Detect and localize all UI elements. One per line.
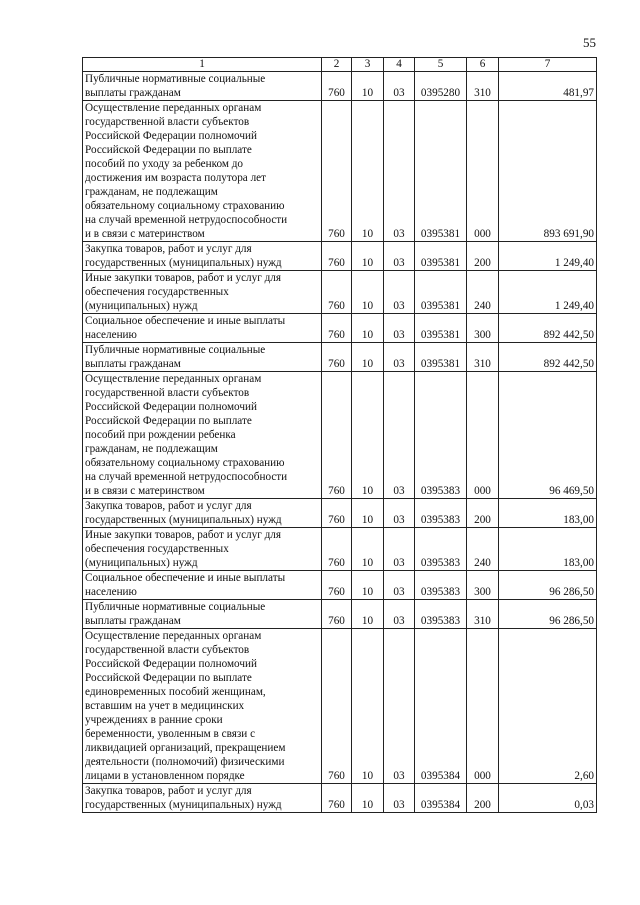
row-sum: 96 286,50 (499, 600, 597, 629)
row-code-4: 03 (384, 372, 415, 499)
row-code-5: 0395381 (415, 242, 467, 271)
row-sum: 481,97 (499, 72, 597, 101)
row-code-5: 0395381 (415, 271, 467, 314)
header-row (83, 58, 597, 72)
row-sum: 183,00 (499, 499, 597, 528)
row-code-3: 10 (352, 528, 384, 571)
table-row (83, 571, 597, 600)
row-code-6: 000 (467, 372, 499, 499)
row-name: Осуществление переданных органам государственной власти субъектов Российской Федерации полномочий Российской Федерации по выплате единовременных пособий женщинам, вставшим на учет в медицинских учреждениях в ранние сроки беременности, уволенным в связи с ликвидацией организаций, прекращением деятельности (полномочий) физическими лицами в установленном порядке (83, 629, 322, 784)
row-sum: 893 691,90 (499, 101, 597, 242)
row-code-2: 760 (322, 101, 352, 242)
row-code-5: 0395383 (415, 528, 467, 571)
row-code-2: 760 (322, 499, 352, 528)
row-code-5: 0395384 (415, 784, 467, 813)
row-code-4: 03 (384, 343, 415, 372)
row-code-2: 760 (322, 784, 352, 813)
col-header-4: 4 (384, 58, 415, 72)
row-code-5: 0395280 (415, 72, 467, 101)
row-code-3: 10 (352, 271, 384, 314)
row-code-4: 03 (384, 629, 415, 784)
row-code-4: 03 (384, 314, 415, 343)
row-sum: 2,60 (499, 629, 597, 784)
row-code-2: 760 (322, 242, 352, 271)
budget-table (82, 57, 597, 813)
table-row (83, 314, 597, 343)
table-row (83, 101, 597, 242)
row-code-2: 760 (322, 528, 352, 571)
row-code-6: 310 (467, 343, 499, 372)
row-code-6: 300 (467, 314, 499, 343)
row-code-3: 10 (352, 314, 384, 343)
row-code-6: 200 (467, 499, 499, 528)
row-code-3: 10 (352, 499, 384, 528)
row-code-3: 10 (352, 600, 384, 629)
row-code-6: 310 (467, 600, 499, 629)
page-number: 55 (583, 35, 596, 50)
table-row (83, 784, 597, 813)
row-code-4: 03 (384, 499, 415, 528)
row-code-4: 03 (384, 528, 415, 571)
row-code-5: 0395381 (415, 101, 467, 242)
row-code-6: 240 (467, 271, 499, 314)
row-code-3: 10 (352, 372, 384, 499)
row-sum: 96 469,50 (499, 372, 597, 499)
row-name: Социальное обеспечение и иные выплаты населению (83, 314, 322, 343)
row-sum: 892 442,50 (499, 314, 597, 343)
row-code-6: 240 (467, 528, 499, 571)
table-row (83, 499, 597, 528)
row-code-4: 03 (384, 600, 415, 629)
row-code-5: 0395383 (415, 499, 467, 528)
row-sum: 892 442,50 (499, 343, 597, 372)
row-code-5: 0395381 (415, 343, 467, 372)
row-code-3: 10 (352, 571, 384, 600)
col-header-3: 3 (352, 58, 384, 72)
row-code-5: 0395384 (415, 629, 467, 784)
row-code-2: 760 (322, 571, 352, 600)
row-name: Социальное обеспечение и иные выплаты населению (83, 571, 322, 600)
col-header-6: 6 (467, 58, 499, 72)
row-code-3: 10 (352, 784, 384, 813)
table-row (83, 343, 597, 372)
row-code-6: 300 (467, 571, 499, 600)
row-code-6: 200 (467, 242, 499, 271)
row-code-6: 000 (467, 101, 499, 242)
row-sum: 96 286,50 (499, 571, 597, 600)
row-name: Закупка товаров, работ и услуг для государственных (муниципальных) нужд (83, 499, 322, 528)
row-name: Закупка товаров, работ и услуг для государственных (муниципальных) нужд (83, 242, 322, 271)
row-code-5: 0395381 (415, 314, 467, 343)
row-code-4: 03 (384, 271, 415, 314)
row-sum: 1 249,40 (499, 271, 597, 314)
row-code-2: 760 (322, 314, 352, 343)
table-row (83, 72, 597, 101)
row-code-4: 03 (384, 242, 415, 271)
row-code-4: 03 (384, 101, 415, 242)
table-row (83, 629, 597, 784)
row-code-6: 200 (467, 784, 499, 813)
row-code-5: 0395383 (415, 372, 467, 499)
col-header-5: 5 (415, 58, 467, 72)
row-name: Закупка товаров, работ и услуг для государственных (муниципальных) нужд (83, 784, 322, 813)
row-name: Иные закупки товаров, работ и услуг для обеспечения государственных (муниципальных) нужд (83, 528, 322, 571)
row-code-6: 310 (467, 72, 499, 101)
row-name: Иные закупки товаров, работ и услуг для обеспечения государственных (муниципальных) нужд (83, 271, 322, 314)
row-sum: 183,00 (499, 528, 597, 571)
table-row (83, 242, 597, 271)
row-code-2: 760 (322, 271, 352, 314)
row-code-4: 03 (384, 571, 415, 600)
row-code-2: 760 (322, 343, 352, 372)
col-header-2: 2 (322, 58, 352, 72)
table-row (83, 600, 597, 629)
row-sum: 1 249,40 (499, 242, 597, 271)
row-code-6: 000 (467, 629, 499, 784)
row-code-4: 03 (384, 72, 415, 101)
col-header-1: 1 (83, 58, 322, 72)
table-row (83, 271, 597, 314)
row-sum: 0,03 (499, 784, 597, 813)
row-name: Публичные нормативные социальные выплаты гражданам (83, 72, 322, 101)
row-code-2: 760 (322, 629, 352, 784)
row-code-3: 10 (352, 629, 384, 784)
row-name: Публичные нормативные социальные выплаты гражданам (83, 600, 322, 629)
row-code-3: 10 (352, 242, 384, 271)
row-code-4: 03 (384, 784, 415, 813)
table-row (83, 372, 597, 499)
row-name: Публичные нормативные социальные выплаты гражданам (83, 343, 322, 372)
table-row (83, 528, 597, 571)
col-header-7: 7 (499, 58, 597, 72)
row-name: Осуществление переданных органам государственной власти субъектов Российской Федерации полномочий Российской Федерации по выплате пособий при рождении ребенка гражданам, не подлежащим обязательному социальному страхованию на случай временной нетрудоспособности и в связи с материнством (83, 372, 322, 499)
row-code-5: 0395383 (415, 600, 467, 629)
row-code-3: 10 (352, 72, 384, 101)
row-code-5: 0395383 (415, 571, 467, 600)
row-code-3: 10 (352, 343, 384, 372)
row-code-2: 760 (322, 372, 352, 499)
row-name: Осуществление переданных органам государственной власти субъектов Российской Федерации полномочий Российской Федерации по выплате пособий по уходу за ребенком до достижения им возраста полутора лет гражданам, не подлежащим обязательному социальному страхованию на случай временной нетрудоспособности и в связи с материнством (83, 101, 322, 242)
row-code-2: 760 (322, 600, 352, 629)
row-code-2: 760 (322, 72, 352, 101)
row-code-3: 10 (352, 101, 384, 242)
